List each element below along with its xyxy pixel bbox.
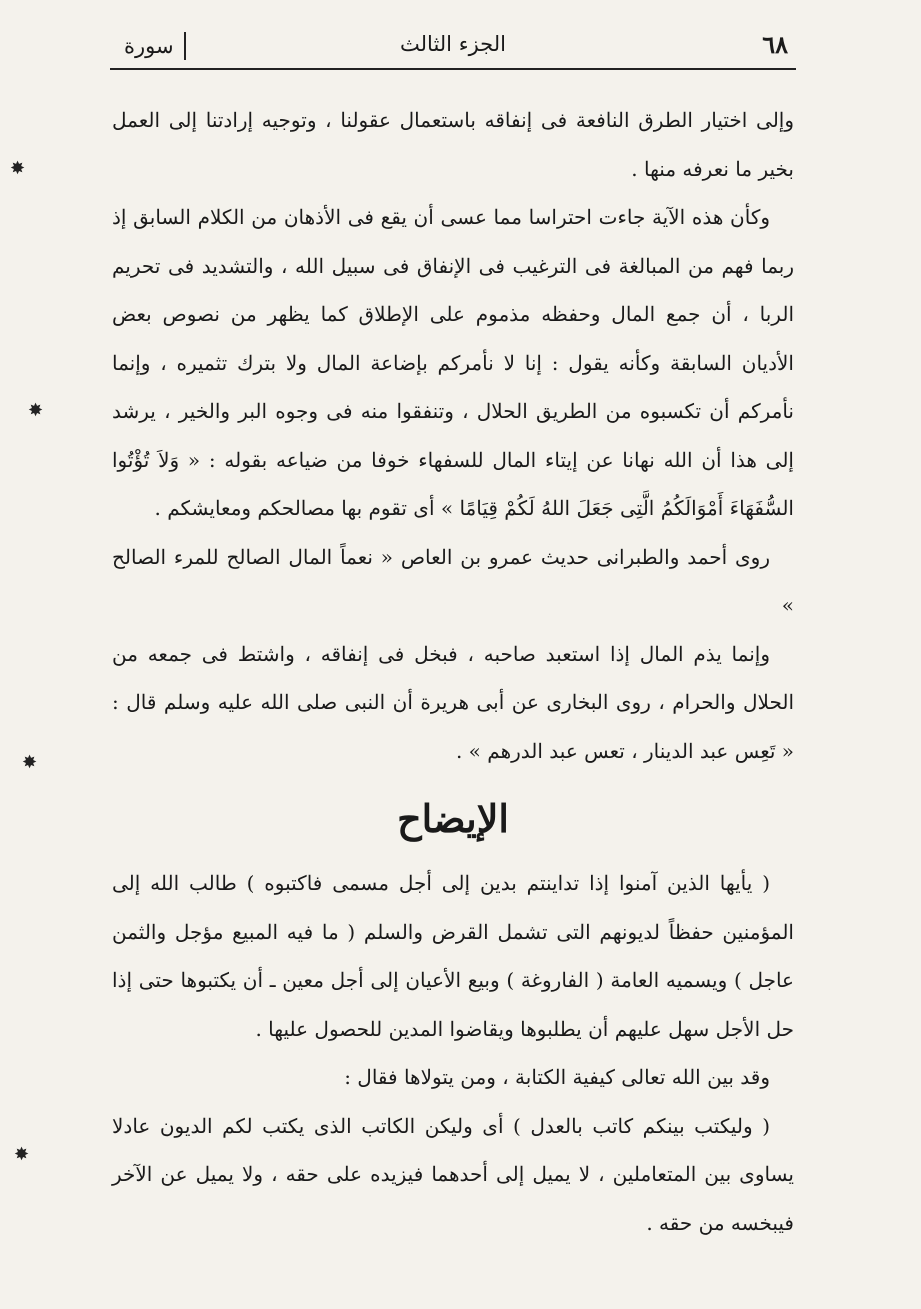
paragraph: وإنما يذم المال إذا استعبد صاحبه ، فبخل فى إنفاقه ، واشتط فى جمعه من الحلال والحرام ، روى البخارى عن أبى هريرة أن النبى صلى الله عليه وسلم قال : « تَعِس عبد الدينار ، تعس عبد الدرهم » .: [112, 641, 794, 763]
paragraph: روى أحمد والطبرانى حديث عمرو بن العاص « نعماً المال الصالح للمرء الصالح »: [112, 544, 794, 617]
running-title: الجزء الثالث: [400, 32, 506, 56]
margin-ornament-icon: ✸: [22, 752, 38, 773]
page-header: [110, 28, 796, 70]
explanation-paragraph: ( وليكتب بينكم كاتب بالعدل ) أى وليكن الكاتب الذى يكتب لكم الديون عادلا يساوى بين المتعاملين ، لا يميل إلى أحدهما فيزيده على حقه ، ولا يميل عن الآخر فيبخسه من حقه .: [112, 1113, 794, 1235]
paragraph: وكأن هذه الآية جاءت احتراسا مما عسى أن يقع فى الأذهان من الكلام السابق إذ ربما فهم من المبالغة فى الترغيب فى الإنفاق فى سبيل الله ، والتشديد فى تحريم الربا ، أن جمع المال وحفظه مذموم على الإطلاق كما يظهر من نصوص بعض الأديان السابقة وكأنه يقول : إنا لا نأمركم بإضاعة المال ولا بترك تثميره ، وإنما نأمركم أن تكسبوه من الطريق الحلال ، وتنفقوا منه فى وجوه البر والخير ، يرشد إلى هذا أن الله نهانا عن إيتاء المال للسفهاء خوفا من ضياعه بقوله : « وَلاَ تُؤْتُوا السُّفَهَاءَ أَمْوَالَكُمُ الَّتِى جَعَلَ اللهُ لَكُمْ قِيَامًا » أى تقوم بها مصالحكم ومعايشكم .: [112, 205, 794, 520]
page-number: ٦٨: [762, 30, 788, 59]
section-heading: الإيضاح: [397, 796, 509, 841]
margin-ornament-icon: ✸: [14, 1144, 30, 1165]
margin-ornament-icon: ✸: [28, 400, 44, 421]
margin-ornament-icon: ✸: [10, 158, 26, 179]
explanation-paragraph: وقد بين الله تعالى كيفية الكتابة ، ومن يتولاها فقال :: [344, 1065, 770, 1089]
paragraph: وإلى اختيار الطرق النافعة فى إنفاقه باستعمال عقولنا ، وتوجيه إرادتنا إلى العمل بخير ما نعرفه منها .: [112, 108, 794, 181]
explanation-paragraph: ( يأيها الذين آمنوا إذا تداينتم بدين إلى أجل مسمى فاكتبوه ) طالب الله إلى المؤمنين حفظاً لديونهم التى تشمل القرض والسلم ( ما فيه المبيع مؤجل والثمن عاجل ) ويسميه العامة ( الفاروغة ) وبيع الأعيان إلى أجل معين ـ أن يكتبوها حتى إذا حل الأجل سهل عليهم أن يطلبوها ويقاضوا المدين للحصول عليها .: [112, 871, 794, 1041]
surah-label: سورة: [124, 32, 186, 60]
body-text: [112, 96, 794, 1247]
